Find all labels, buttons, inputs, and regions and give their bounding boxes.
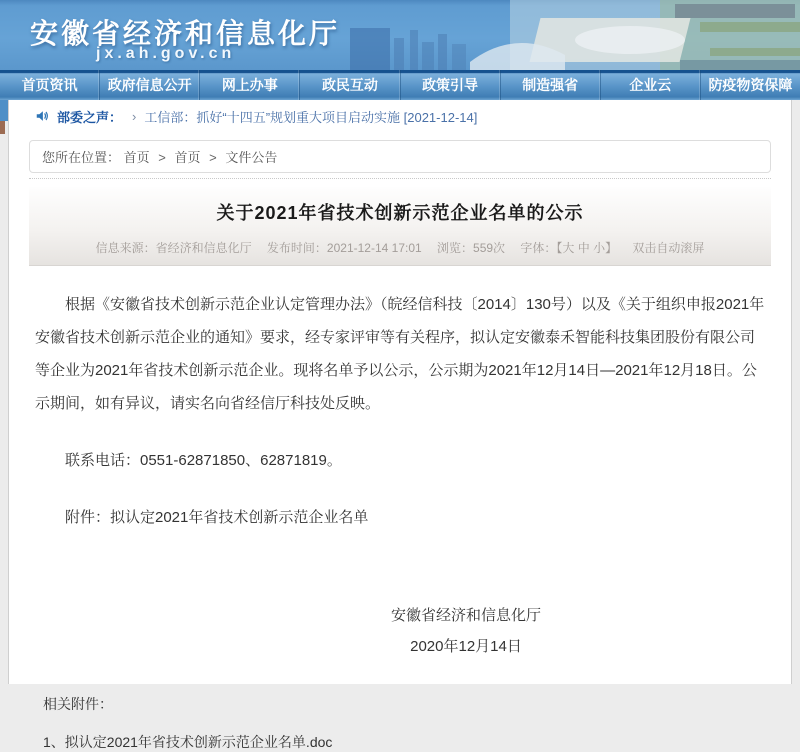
meta-font-label: 字体： <box>520 241 557 255</box>
breadcrumb-separator: > <box>158 150 166 165</box>
header-cityscape-image <box>330 0 800 70</box>
left-edge-accent-brown <box>0 121 5 134</box>
news-ticker <box>9 100 791 132</box>
breadcrumb-link-home[interactable]: 首页 <box>123 150 150 165</box>
article-paragraph: 根据《安徽省技术创新示范企业认定管理办法》（皖经信科技〔2014〕130号）以及《关于组织申报2021年安徽省技术创新示范企业的通知》要求，经专家评审等有关程序，拟认定安徽泰禾智能科技集团股份有限公司等企业为2021年省技术创新示范企业。现将名单予以公示，公示期为2021年12月14日—2021年12月18日。公示期间，如有异议，请实名向省经信厅科技处反映。 <box>35 296 765 412</box>
nav-item-online-service[interactable]: 网上办事 <box>200 70 300 100</box>
related-attachments-section <box>9 694 791 752</box>
left-edge-accent-blue <box>0 100 8 121</box>
nav-item-gov-info[interactable]: 政府信息公开 <box>100 70 200 100</box>
contact-phone-line: 联系电话：0551-62871850、62871819。 <box>65 452 342 469</box>
meta-views: 浏览：559次 <box>437 241 506 255</box>
attachment-note: 附件：拟认定2021年省技术创新示范企业名单 <box>65 509 369 526</box>
ticker-label: 部委之声： <box>57 109 123 125</box>
signature-org: 安徽省经济和信息化厅 <box>390 607 541 624</box>
article-header <box>29 187 771 266</box>
breadcrumb-link-home-2[interactable]: 首页 <box>174 150 201 165</box>
nav-item-policy-guidance[interactable]: 政策引导 <box>401 70 501 100</box>
nav-item-epidemic-supplies[interactable]: 防疫物资保障 <box>708 77 793 93</box>
speaker-icon <box>35 109 49 123</box>
breadcrumb-separator: > <box>209 150 217 165</box>
signature-block <box>391 600 541 662</box>
ticker-arrow-icon: › <box>132 108 137 124</box>
breadcrumb-link-file-notice[interactable]: 文件公告 <box>225 150 278 165</box>
main-nav <box>0 70 800 100</box>
ticker-news-link[interactable]: 工信部：抓好“十四五”规划重大项目启动实施 [2021-12-14] <box>144 109 478 125</box>
meta-source: 信息来源：省经济和信息化厅 <box>95 241 252 255</box>
nav-item-enterprise-cloud[interactable]: 企业云 <box>601 70 701 100</box>
nav-item-home-news[interactable]: 首页资讯 <box>0 70 100 100</box>
related-attachments-heading: 相关附件： <box>43 696 113 712</box>
breadcrumb <box>29 140 771 173</box>
page-content <box>8 100 792 750</box>
article-meta <box>29 239 771 256</box>
dotted-divider <box>29 178 771 179</box>
article-title: 关于2021年省技术创新示范企业名单的公示 <box>216 203 584 223</box>
article-body <box>9 288 791 662</box>
nav-item-public-interaction[interactable]: 政民互动 <box>300 70 400 100</box>
signature-date: 2020年12月14日 <box>410 638 522 655</box>
meta-publish-time: 发布时间：2021-12-14 17:01 <box>266 241 422 255</box>
attachment-doc-link[interactable]: 1、拟认定2021年省技术创新示范企业名单.doc <box>43 734 333 750</box>
site-title: 安徽省经济和信息化厅 <box>30 18 341 49</box>
site-url: jx.ah.gov.cn <box>96 45 236 62</box>
meta-autoscroll-hint: 双击自动滚屏 <box>632 241 705 255</box>
nav-item-manufacturing[interactable]: 制造强省 <box>501 70 601 100</box>
breadcrumb-prefix: 您所在位置： <box>42 150 121 165</box>
site-banner <box>0 0 800 70</box>
font-size-controls[interactable]: 【大 中 小】 <box>556 241 618 255</box>
